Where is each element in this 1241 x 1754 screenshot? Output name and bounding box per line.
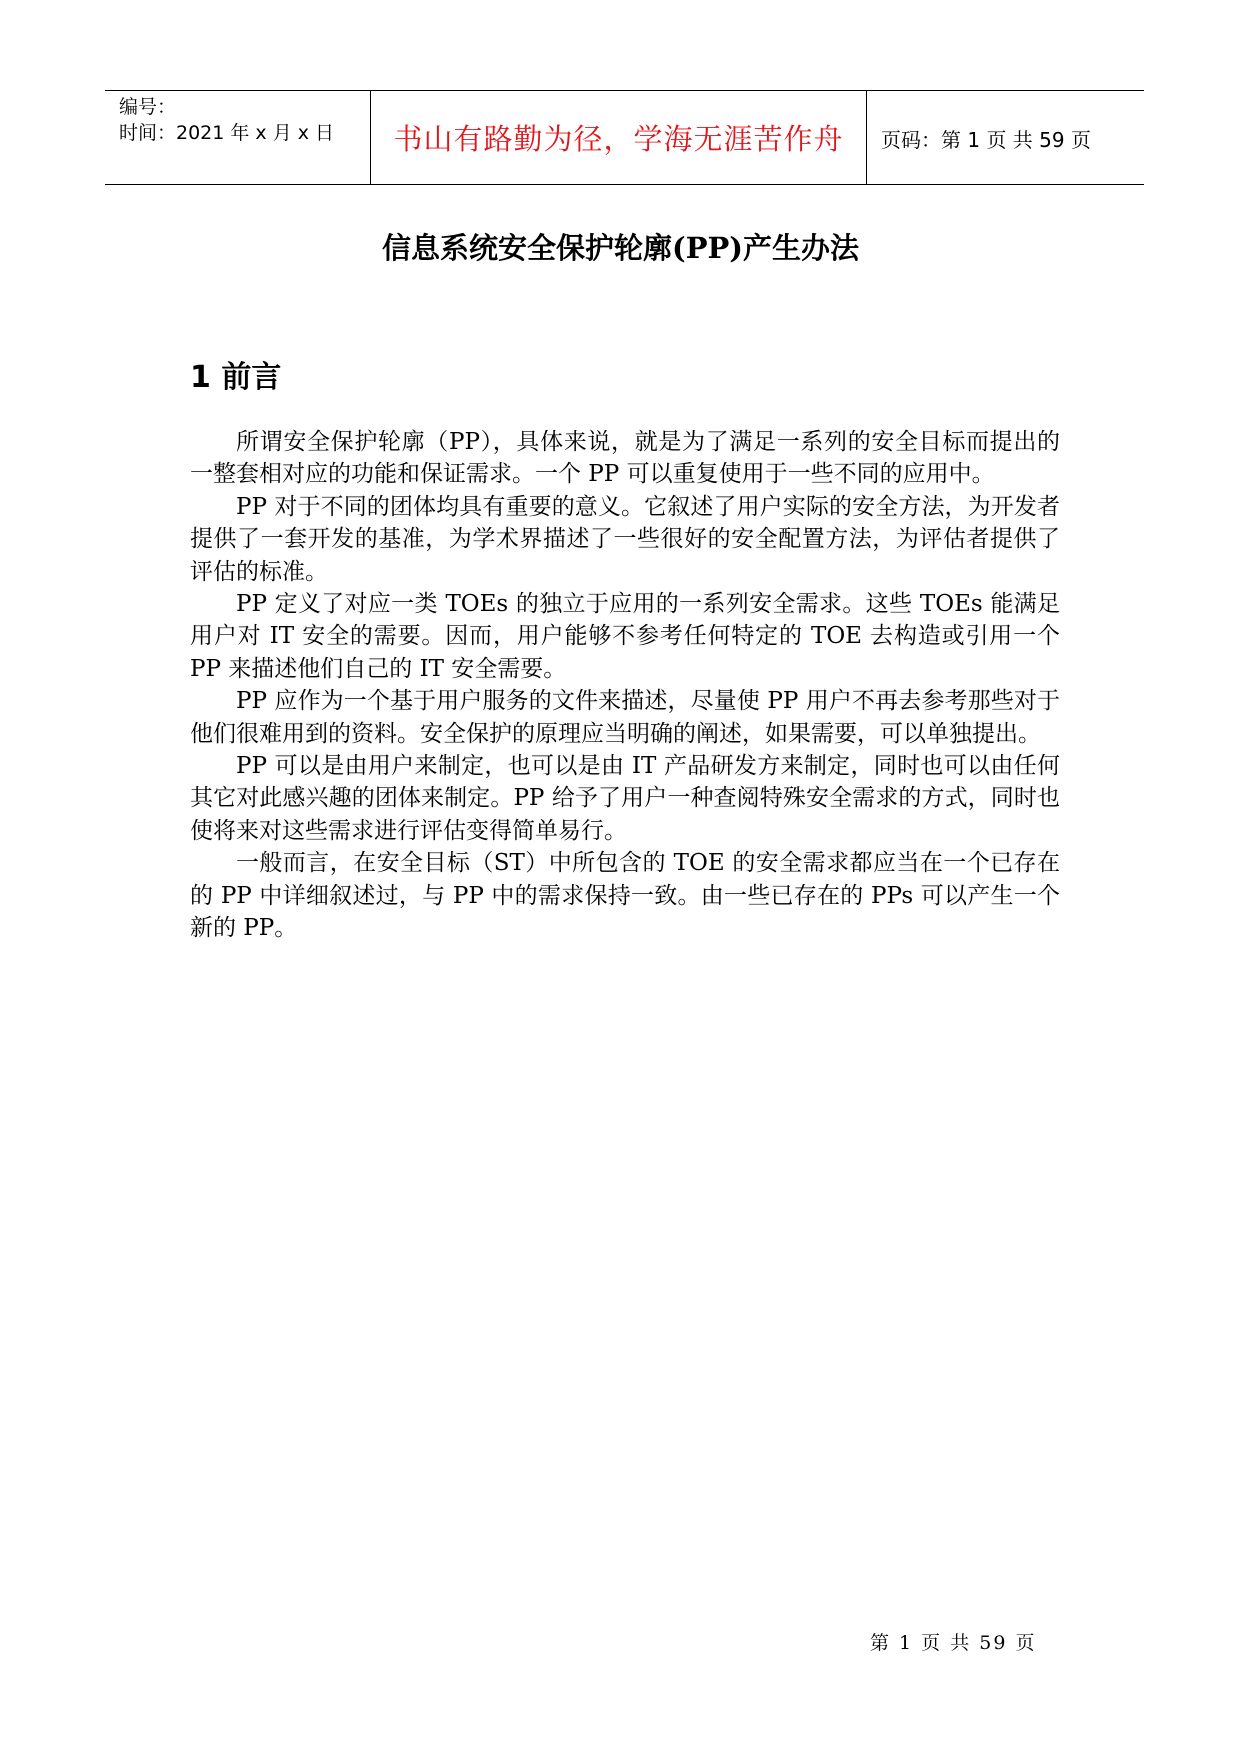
section-heading: 1 前言 bbox=[190, 360, 282, 395]
header-motto: 书山有路勤为径，学海无涯苦作舟 bbox=[393, 122, 844, 156]
paragraph-5: PP 可以是由用户来制定，也可以是由 IT 产品研发方来制定，同时也可以由任何其它对此感兴趣的团体来制定。PP 给予了用户一种查阅特殊安全需求的方式，同时也使将来对这些需求进行评估变得简单易行。 bbox=[190, 753, 1060, 844]
document-body bbox=[190, 426, 1060, 945]
document-time-label: 时间：2021 年 x 月 x 日 bbox=[119, 122, 335, 144]
page-header bbox=[105, 90, 1144, 185]
header-motto-cell bbox=[370, 91, 867, 184]
page-footer-number: 第 1 页 共 59 页 bbox=[870, 1632, 1037, 1654]
header-page-cell bbox=[867, 91, 1144, 184]
header-meta-cell bbox=[105, 91, 370, 184]
paragraph-6: 一般而言，在安全目标（ST）中所包含的 TOE 的安全需求都应当在一个已存在的 PP 中详细叙述过，与 PP 中的需求保持一致。由一些已存在的 PPs 可以产生一个新的 PP。 bbox=[190, 850, 1060, 942]
document-title: 信息系统安全保护轮廓(PP)产生办法 bbox=[381, 231, 860, 265]
paragraph-1: 所谓安全保护轮廓（PP），具体来说，就是为了满足一系列的安全目标而提出的一整套相对应的功能和保证需求。一个 PP 可以重复使用于一些不同的应用中。 bbox=[190, 429, 1060, 488]
paragraph-3: PP 定义了对应一类 TOEs 的独立于应用的一系列安全需求。这些 TOEs 能满足用户对 IT 安全的需要。因而，用户能够不参考任何特定的 TOE 去构造或引用一个 PP 来描述他们自己的 IT 安全需要。 bbox=[190, 591, 1060, 682]
header-page-info: 页码：第 1 页 共 59 页 bbox=[881, 128, 1091, 152]
document-number-label: 编号： bbox=[119, 96, 177, 118]
paragraph-2: PP 对于不同的团体均具有重要的意义。它叙述了用户实际的安全方法，为开发者提供了一套开发的基准，为学术界描述了一些很好的安全配置方法，为评估者提供了评估的标准。 bbox=[190, 493, 1060, 585]
paragraph-4: PP 应作为一个基于用户服务的文件来描述，尽量使 PP 用户不再去参考那些对于他们很难用到的资料。安全保护的原理应当明确的阐述，如果需要，可以单独提出。 bbox=[190, 688, 1060, 747]
